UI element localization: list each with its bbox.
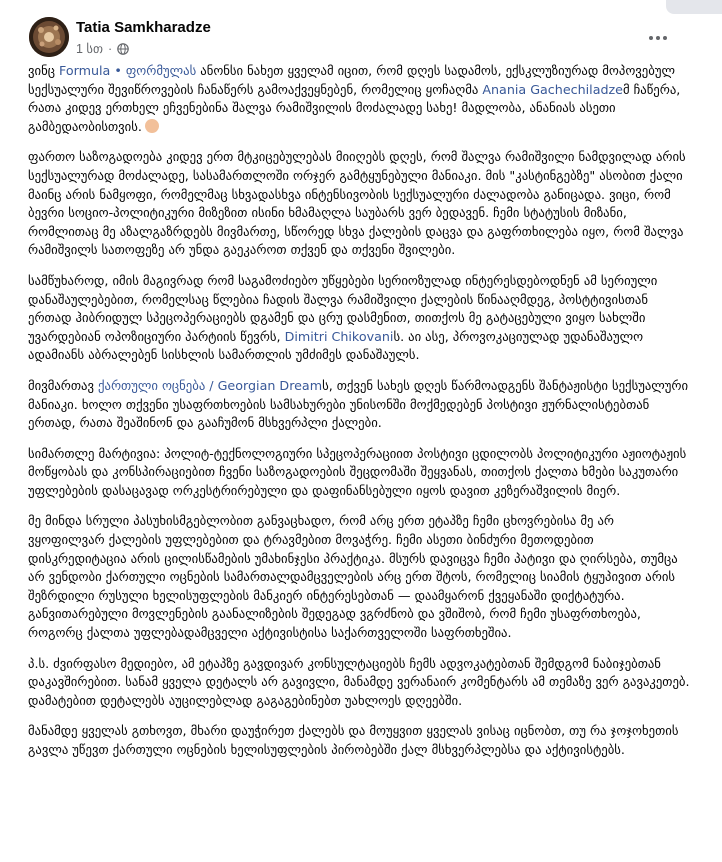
more-options-button[interactable] [644,28,672,48]
paragraph-3: სამწუხაროდ, იმის მაგივრად რომ საგამოძიებო უწყებები სერიოზულად ინტერესდებოდნენ ამ სერიული დანაშაულებებით, რომელსაც წლებია ჩადის შალვა რამიშვილი ქალების წინააღმდეგ, პოსტტივისთან ერთად ჰიბრიდულ სპეცოპერაციებს დგამენ და ცრუ დასმენით, თითქოს მე გატაცებული ვიყო სახლში უვარდებიან ოპოზიციური პარტიის წევრს, Dimitri Chikovaniს. აი ასე, პროვოკაციულად უდანაშაულო ადამიანს აბრალებენ სისხლის სამართლის უმძიმეს დანაშაულს. [28,272,658,363]
paragraph-1: ვინც Formula • ფორმულას ანონსი ნახეთ ყველამ იცით, რომ დღეს სადამოს, ექსკლუზიურად მოპოვებულ სექსუალური შევიწროვების ჩანაწერს გამოაქვეყნებენ, რომელიც ყოჩაღმა Anania Gachechiladzeმ ჩაწერა, რათა კიდევ ერთხელ ეჩვენებინა შალვა რამიშვილის მოძალადე სახე! მადლობა, ანანიას ასეთი გამბედაობისთვის. [28,63,681,134]
post-body [28,62,692,772]
paragraph-5: სიმართლე მარტივია: პოლიტ-ტექნოლოგიური სპეცოპერაციით პოსტივი ცდილობს პოლიტიკური აჟიოტაჟის მოწყობას და კონსპირაციებით ჩვენი საზოგადოების შეცდომაში შეყვანას, თითქოს ქალთა ხმები საკუთარი უფლებების დასაცავად ორკესტრირებული და დაფინანსებული იყოს დავით კეზერაშვილის მიერ. [28,445,687,498]
paragraph-4: მივმართავ ქართული ოცნება / Georgian Dreamს, თქვენ სახეს დღეს წარმოადგენს შანტაჟისტი სექსუალური მანიაკი. ხოლო თქვენი უსაფრთხოების სამსახურები უნისონში მოქმედებენ პოსტივი ჟურნალისტებთან ერთად, რათა შეაშინონ და გააჩუმონ მსხვერპლი ქალები. [28,377,689,431]
author-avatar[interactable] [29,17,69,57]
anania-profile-link[interactable]: Anania Gachechiladze [482,81,623,97]
globe-icon[interactable] [117,43,129,55]
meta-separator: · [107,41,113,56]
paragraph-7: პ.ს. ძვირფასო მედიებო, ამ ეტაპზე გავდივარ კონსულტაციებს ჩემს ადვოკატებთან შემდგომ ნაბიჯებთან დაკავშირებით. სანამ ყველა დეტალს არ გავივლი, მანამდე ვერანაირ კომენტარს ამ თემაზე ვერ გავაკეთებ. დამატებით დეტალებს აუცილებლად გაგაგებინებთ უახლოეს დღეებში. [28,655,690,708]
author-name[interactable]: Tatia Samkharadze [76,19,211,36]
more-options-icon [649,36,653,40]
post-timestamp[interactable]: 1 სთ [76,42,103,56]
georgian-dream-page-link[interactable]: ქართული ოცნება / Georgian Dream [98,377,323,393]
fist-emoji-icon [145,119,159,133]
paragraph-8: მანამდე ყველას გთხოვთ, მხარი დაუჭირეთ ქალებს და მოუყვით ყველას ვისაც იცნობთ, თუ რა ჯოჯოხეთის გავლა უწევთ ქართული ოცნების ხელისუფლების პირობებში ქალ მსხვერპლებსა და აქტივისტებს. [28,723,679,757]
paragraph-6: მე მინდა სრული პასუხისმგებლობით განვაცხადო, რომ არც ერთ ეტაპზე ჩემი ცხოვრებისა მე არ ვყოფილვარ ქალების უფლებებით და ტრავმებით მოვაჭრე. ჩემი ასეთი ბინძური მეთოდებით დისკრედიტაცია არის ცილისწამების უმახინჯესი პრაქტიკა. მსურს დავიცვა ჩემი პატივი და ღირსება, თუმცა არ ვენდობი ქართული ოცნების სამართალდამცველების არც ერთ შტოს, რომელიც სიამის ტყუპივით არის შეზრდილი რუსული ხელისუფლების მანკიერ ინტერესებთან — დაამყარონ ქვეყანაში დიქტატურა. განვითარებული მოვლენების გაანალიზების შედეგად ვგრძნობ და ვშიშობ, რომ ჩემი უსაფრთხოება, როგორც ქალთა უფლებადამცველი აქტივისტისა საქართველოში საფრთხეშია. [28,513,678,641]
dimitri-profile-link[interactable]: Dimitri Chikovani [284,328,394,344]
paragraph-2: ფართო საზოგადოება კიდევ ერთ მტკიცებულებას მიიღებს დღეს, რომ შალვა რამიშვილი ნამდვილად არის სექსუალურად მოძალადე, სასამართლოში ორჯერ გამტყუნებული მანიაკი. მის "კასტინგებზე" ასობით ქალი მაინც არის ნამყოფი, რომელმაც სხვადასხვა ინტენსივობის სექსუალური ძალადობა განიცადა. ვიცი, რომ ბევრი სოციო-პოლიტიკური მიზეზით ისინი ხმამაღლა საუბარს ვერ ბედავენ. ჩემი სტატუსის მიზანი, რომლითაც მე აზალგაზრდებს მივმართე, სწორედ სხვა ქალების დაცვა და გაფრთხილება იყო, რომ შალვა რამიშვილს სათოფეზე არ უნდა გაეკაროთ თქვენ და თქვენი შვილები. [28,149,686,258]
formula-page-link[interactable]: Formula • ფორმულას [58,63,197,78]
post-meta [76,41,129,56]
post-header [0,0,722,70]
